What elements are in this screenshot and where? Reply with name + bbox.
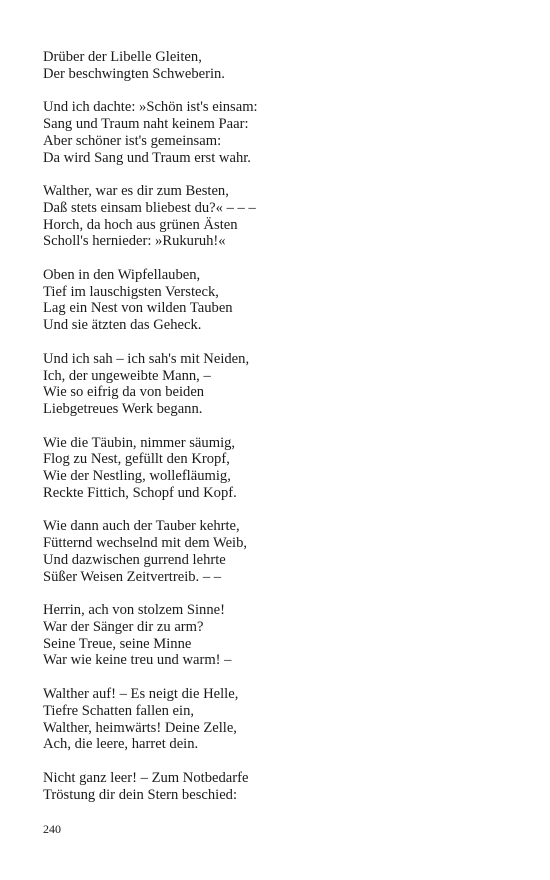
verse-line: Wie der Nestling, wollefläumig, <box>43 468 231 485</box>
stanza-10 <box>43 770 523 803</box>
verse-line: Fütternd wechselnd mit dem Weib, <box>43 535 248 552</box>
stanza-1 <box>43 49 523 82</box>
verse-line: Tiefre Schatten fallen ein, <box>43 702 195 719</box>
poem-page <box>43 49 523 820</box>
verse-line: Ich, der ungeweibte Mann, – <box>43 367 211 384</box>
verse-line: Süßer Weisen Zeitvertreib. – – <box>43 568 222 585</box>
verse-line: Wie die Täubin, nimmer säumig, <box>43 434 236 451</box>
verse-line: Aber schöner ist's gemeinsam: <box>43 132 222 149</box>
verse-line: Und ich dachte: »Schön ist's einsam: <box>43 99 258 116</box>
verse-line: Wie so eifrig da von beiden <box>43 384 205 401</box>
verse-line: Nicht ganz leer! – Zum Notbedarfe <box>43 769 249 786</box>
verse-line: Flog zu Nest, gefüllt den Kropf, <box>43 451 230 468</box>
stanza-6 <box>43 435 523 502</box>
stanza-4 <box>43 267 523 334</box>
verse-line: Oben in den Wipfellauben, <box>43 267 201 284</box>
verse-line: Herrin, ach von stolzem Sinne! <box>43 602 225 619</box>
verse-line: Und sie ätzten das Geheck. <box>43 317 202 334</box>
stanza-5 <box>43 351 523 418</box>
verse-line: Daß stets einsam bliebest du?« – – – <box>43 199 256 216</box>
verse-line: Scholl's hernieder: »Rukuruh!« <box>43 233 226 250</box>
stanza-9 <box>43 686 523 753</box>
verse-line: Drüber der Libelle Gleiten, <box>43 49 202 65</box>
verse-line: Und ich sah – ich sah's mit Neiden, <box>43 350 250 367</box>
verse-line: Walther, heimwärts! Deine Zelle, <box>43 719 237 736</box>
verse-line: Der beschwingten Schweberin. <box>43 65 225 82</box>
stanza-3 <box>43 183 523 250</box>
verse-line: Und dazwischen gurrend lehrte <box>43 551 226 568</box>
verse-line: War wie keine treu und warm! – <box>43 652 232 669</box>
verse-line: Da wird Sang und Traum erst wahr. <box>43 149 251 166</box>
verse-line: Lag ein Nest von wilden Tauben <box>43 300 233 317</box>
verse-line: War der Sänger dir zu arm? <box>43 618 204 635</box>
verse-line: Reckte Fittich, Schopf und Kopf. <box>43 484 237 501</box>
verse-line: Tief im lauschigsten Versteck, <box>43 283 219 300</box>
verse-line: Tröstung dir dein Stern beschied: <box>43 786 238 803</box>
stanza-8 <box>43 602 523 669</box>
stanza-2 <box>43 99 523 166</box>
verse-line: Wie dann auch der Tauber kehrte, <box>43 518 240 535</box>
verse-line: Horch, da hoch aus grünen Ästen <box>43 216 238 233</box>
verse-line: Sang und Traum naht keinem Paar: <box>43 116 249 133</box>
verse-line: Walther, war es dir zum Besten, <box>43 183 229 200</box>
verse-line: Ach, die leere, harret dein. <box>43 736 199 753</box>
verse-line: Seine Treue, seine Minne <box>43 635 192 652</box>
stanza-7 <box>43 518 523 585</box>
verse-line: Walther auf! – Es neigt die Helle, <box>43 686 239 703</box>
verse-line: Liebgetreues Werk begann. <box>43 400 203 417</box>
page-number: 240 <box>43 822 61 836</box>
